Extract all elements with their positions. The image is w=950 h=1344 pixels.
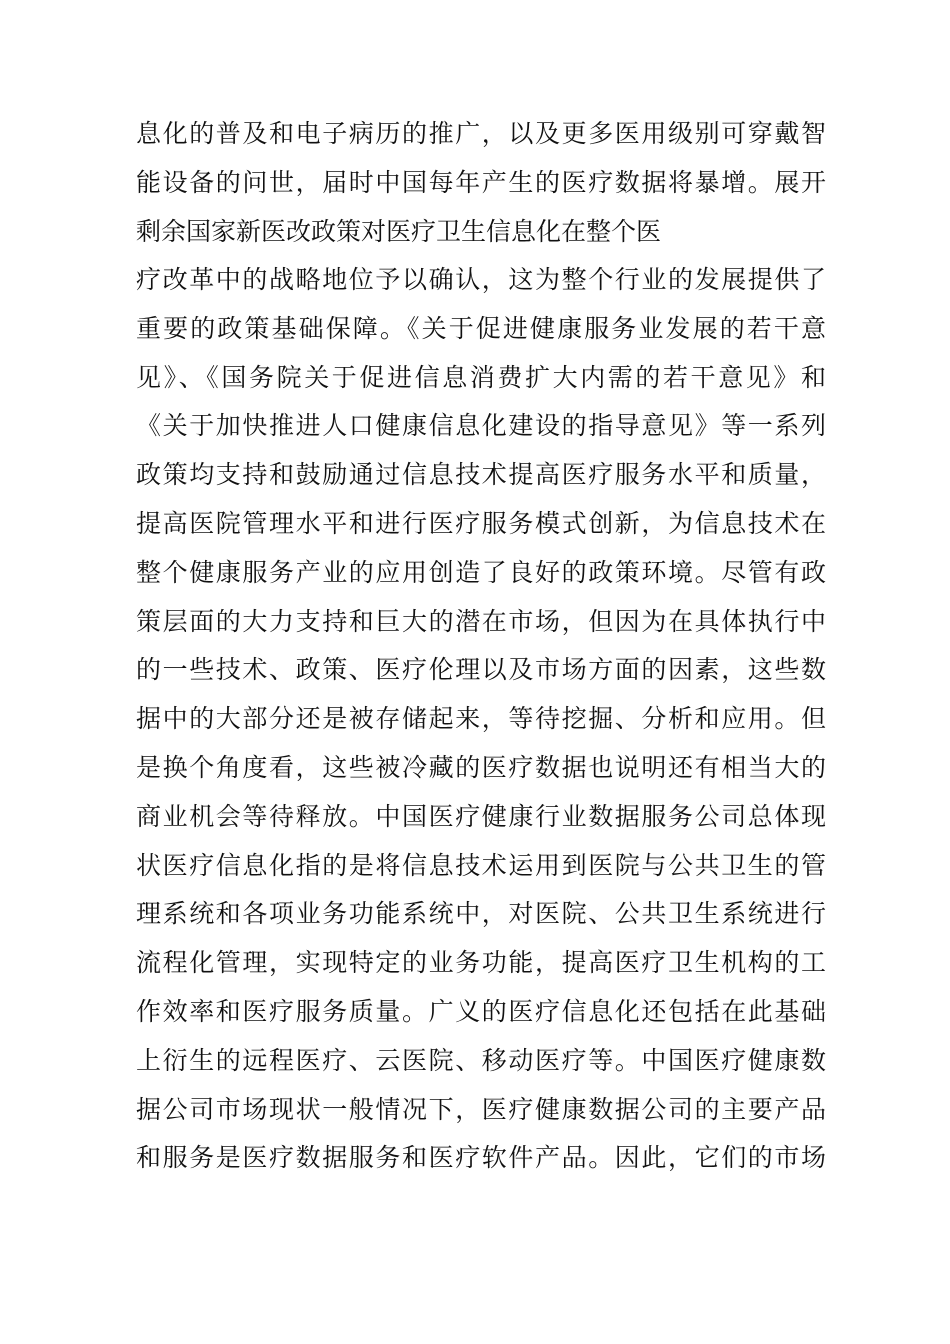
text-line: 商业机会等待释放。中国医疗健康行业数据服务公司总体现	[136, 801, 826, 831]
text-line: 状医疗信息化指的是将信息技术运用到医院与公共卫生的管	[136, 850, 826, 880]
paragraph-1	[136, 110, 826, 256]
text-line: 是换个角度看，这些被冷藏的医疗数据也说明还有相当大的	[136, 752, 826, 782]
text-line: 重要的政策基础保障。《关于促进健康服务业发展的若干意	[136, 313, 826, 343]
text-line: 疗改革中的战略地位予以确认，这为整个行业的发展提供了	[136, 265, 826, 294]
text-line: 流程化管理，实现特定的业务功能，提高医疗卫生机构的工	[136, 948, 826, 978]
text-line: 理系统和各项业务功能系统中，对医院、公共卫生系统进行	[136, 899, 826, 929]
text-line: 《关于加快推进人口健康信息化建设的指导意见》等一系列	[136, 411, 826, 441]
text-line: 提高医院管理水平和进行医疗服务模式创新，为信息技术在	[136, 508, 826, 538]
text-line: 策层面的大力支持和巨大的潜在市场，但因为在具体执行中	[136, 606, 826, 636]
text-line: 息化的普及和电子病历的推广，以及更多医用级别可穿戴智	[136, 119, 826, 148]
text-line: 整个健康服务产业的应用创造了良好的政策环境。尽管有政	[136, 557, 826, 587]
text-line: 见》、《国务院关于促进信息消费扩大内需的若干意见》和	[136, 362, 826, 392]
text-line: 剩余国家新医改政策对医疗卫生信息化在整个医	[136, 216, 662, 246]
paragraph-2	[136, 256, 826, 1183]
text-line: 和服务是医疗数据服务和医疗软件产品。因此，它们的市场	[136, 1143, 826, 1173]
text-line: 政策均支持和鼓励通过信息技术提高医疗服务水平和质量，	[136, 460, 826, 490]
text-line: 据公司市场现状一般情况下，医疗健康数据公司的主要产品	[136, 1094, 826, 1124]
text-line: 作效率和医疗服务质量。广义的医疗信息化还包括在此基础	[136, 996, 826, 1026]
text-line: 能设备的问世，届时中国每年产生的医疗数据将暴增。展开	[136, 167, 826, 197]
text-line: 上衍生的远程医疗、云医院、移动医疗等。中国医疗健康数	[136, 1045, 826, 1075]
text-line: 据中的大部分还是被存储起来，等待挖掘、分析和应用。但	[136, 704, 826, 734]
text-line: 的一些技术、政策、医疗伦理以及市场方面的因素，这些数	[136, 655, 826, 685]
